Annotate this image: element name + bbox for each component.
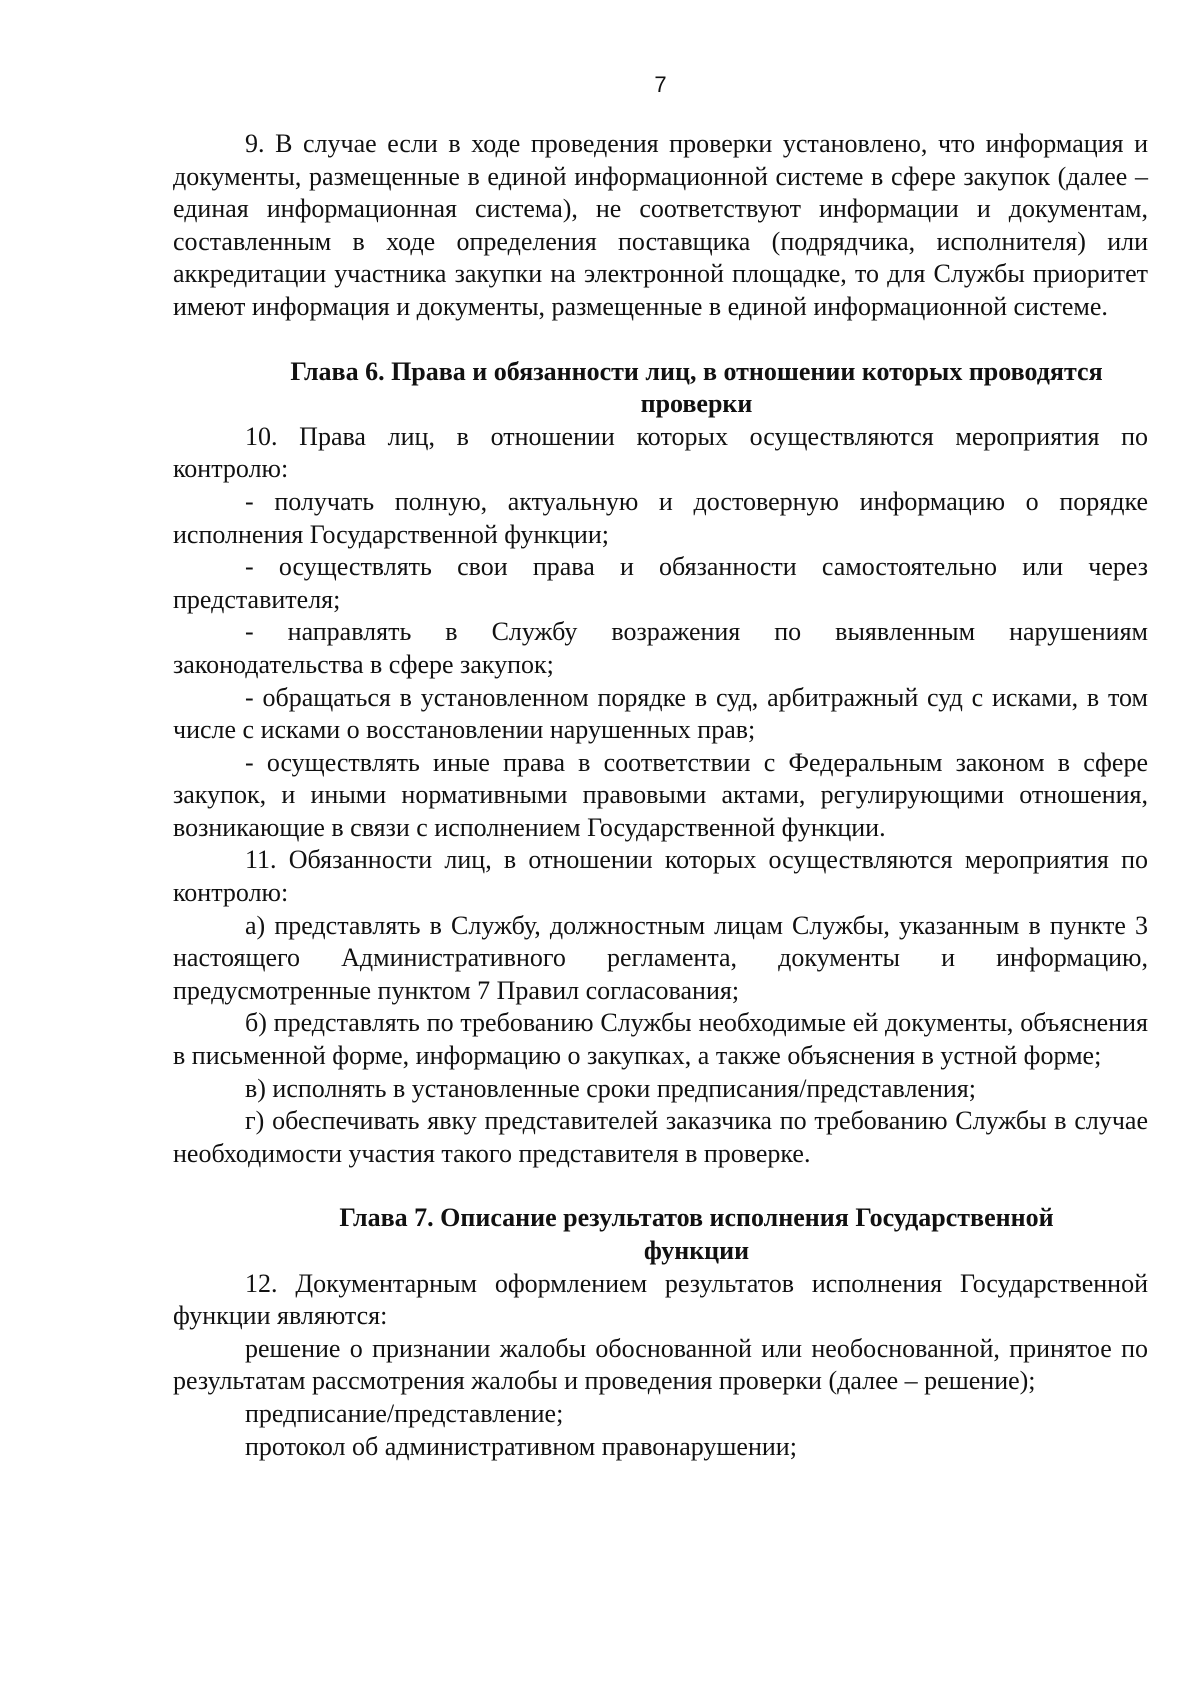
chapter-6-heading (173, 356, 1148, 421)
paragraph-12: 12. Документарным оформлением результатов исполнения Государственной функции являются: (173, 1268, 1148, 1331)
paragraph-11: 11. Обязанности лиц, в отношении которых осуществляются мероприятия по контролю: (173, 845, 1148, 908)
paragraph-12-item: решение о признании жалобы обоснованной или необоснованной, принятое по результатам рассмотрения жалобы и проведения проверки (далее – решение); (173, 1333, 1148, 1396)
paragraph-12-item: протокол об административном правонарушении; (245, 1431, 797, 1461)
chapter-7-heading-line1: Глава 7. Описание результатов исполнения Государственной (339, 1203, 1054, 1233)
page-number: 7 (654, 72, 667, 97)
chapter-7-heading-line2: функции (643, 1236, 750, 1265)
chapter-7-heading (173, 1202, 1148, 1267)
paragraph-10-item: - получать полную, актуальную и достоверную информацию о порядке исполнения Государственной функции; (173, 486, 1148, 549)
paragraph-10-item: - направлять в Службу возражения по выявленным нарушениям законодательства в сфере закупок; (173, 617, 1148, 679)
paragraph-11-item: г) обеспечивать явку представителей заказчика по требованию Службы в случае необходимости участия такого представителя в проверке. (173, 1106, 1148, 1168)
document-body (173, 128, 1148, 1463)
spacer (173, 324, 1148, 356)
paragraph-12-item: предписание/представление; (245, 1398, 564, 1428)
paragraph-11-item: в) исполнять в установленные сроки предписания/представления; (245, 1073, 976, 1103)
chapter-6-heading-line1: Глава 6. Права и обязанности лиц, в отношении которых проводятся (290, 356, 1103, 386)
paragraph-11-item: б) представлять по требованию Службы необходимые ей документы, объяснения в письменной форме, информацию о закупках, а также объяснения в устной форме; (173, 1008, 1148, 1071)
chapter-6-heading-line2: проверки (640, 389, 753, 419)
spacer (173, 1170, 1148, 1202)
paragraph-10: 10. Права лиц, в отношении которых осуществляются мероприятия по контролю: (173, 421, 1148, 484)
paragraph-11-item: а) представлять в Службу, должностным лицам Службы, указанным в пункте 3 настоящего Административного регламента, документы и информацию, предусмотренные пунктом 7 Правил согласования; (173, 910, 1148, 1005)
paragraph-9: 9. В случае если в ходе проведения проверки установлено, что информация и документы, размещенные в единой информационной системе в сфере закупок (далее – единая информационная система), не соответствуют информации и документам, составленным в ходе определения поставщика (подрядчика, исполнителя) или аккредитации участника закупки на электронной площадке, то для Службы приоритет имеют информация и документы, размещенные в единой информационной системе. (173, 129, 1148, 321)
paragraph-10-item: - осуществлять иные права в соответствии с Федеральным законом в сфере закупок, и иными нормативными правовыми актами, регулирующими отношения, возникающие в связи с исполнением Государственной функции. (173, 747, 1148, 842)
paragraph-10-item: - обращаться в установленном порядке в суд, арбитражный суд с исками, в том числе с исками о восстановлении нарушенных прав; (173, 682, 1148, 745)
paragraph-10-item: - осуществлять свои права и обязанности самостоятельно или через представителя; (173, 552, 1148, 614)
